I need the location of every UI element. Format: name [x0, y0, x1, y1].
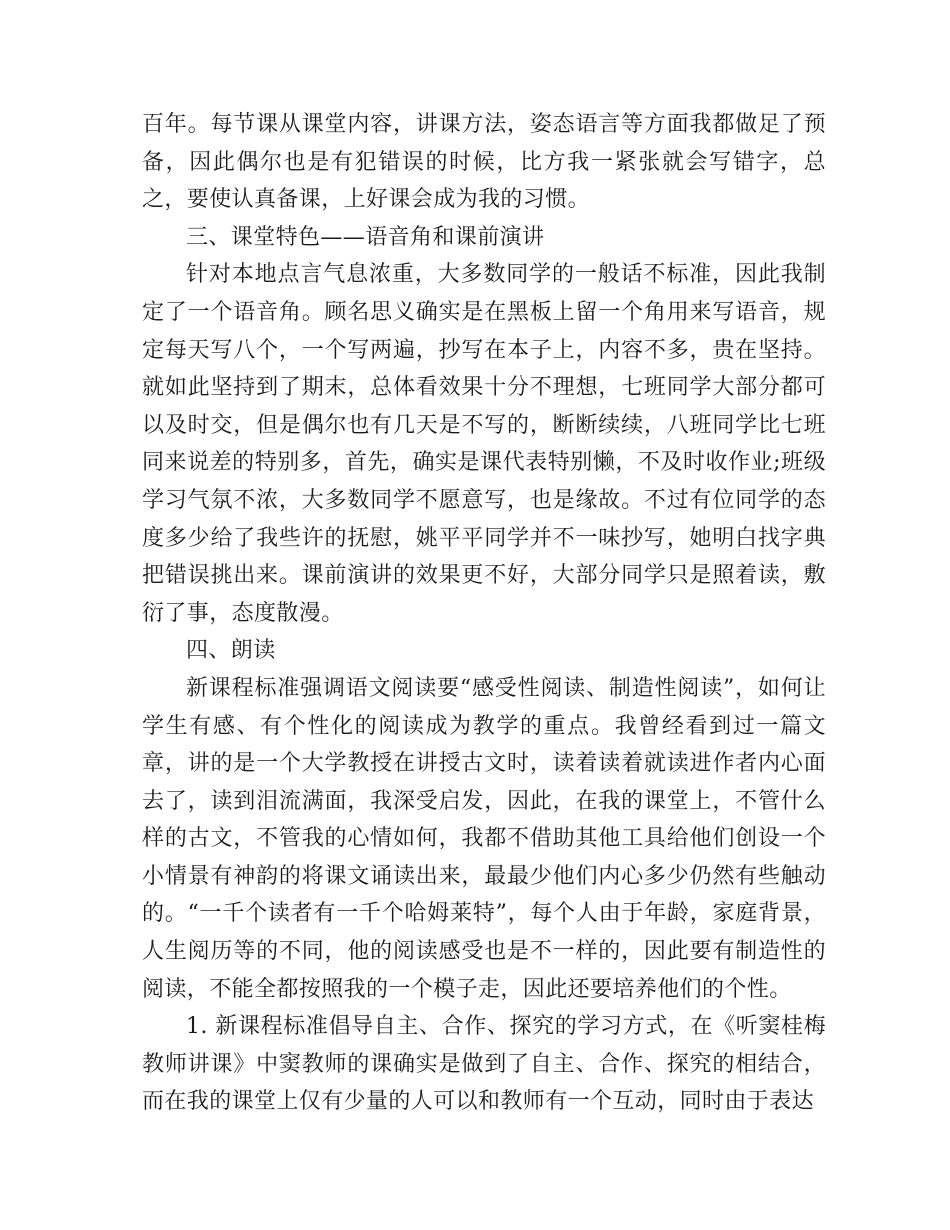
- section-heading-3: 三、课堂特色——语音角和课前演讲: [186, 224, 545, 250]
- paragraph-pronunciation-corner: 针对本地点言气息浓重，大多数同学的一般话不标准，因此我制定了一个语音角。顾名思义确实是在黑板上留一个角用来写语音，规定每天写八个，一个写两遍，抄写在本子上，内容不多，贵在坚持。就如此坚持到了期末，总体看效果十分不理想，七班同学大部分都可以及时交，但是偶尔也有几天是不写的，断断续续，八班同学比七班同来说差的特别多，首先，确实是课代表特别懒，不及时收作业;班级学习气氛不浓，大多数同学不愿意写，也是缘故。不过有位同学的态度多少给了我些许的抚慰，姚平平同学并不一味抄写，她明白找字典把错误挑出来。课前演讲的效果更不好，大部分同学只是照着读，敷衍了事，态度散漫。: [142, 262, 826, 626]
- document-body: [142, 106, 826, 1121]
- paragraph-reading-aloud: 新课程标准强调语文阅读要“感受性阅读、制造性阅读”，如何让学生有感、有个性化的阅读成为教学的重点。我曾经看到过一篇文章，讲的是一个大学教授在讲授古文时，读着读着就读进作者内心面去了，读到泪流满面，我深受启发，因此，在我的课堂上，不管什么样的古文，不管我的心情如何，我都不借助其他工具给他们创设一个小情景有神韵的将课文诵读出来，最最少他们内心多少仍然有些触动的。“一千个读者有一千个哈姆莱特”，每个人由于年龄，家庭背景，人生阅历等的不同，他的阅读感受也是不一样的，因此要有制造性的阅读，不能全都按照我的一个模子走，因此还要培养他们的个性。: [142, 675, 826, 1002]
- paragraph-numbered-1: 1. 新课程标准倡导自主、合作、探究的学习方式，在《听窦桂梅教师讲课》中窦教师的课确实是做到了自主、合作、探究的相结合，而在我的课堂上仅有少量的人可以和教师有一个互动，同时由于表达: [142, 1014, 826, 1115]
- paragraph-continuation: 百年。每节课从课堂内容，讲课方法，姿态语言等方面我都做足了预备，因此偶尔也是有犯错误的时候，比方我一紧张就会写错字，总之，要使认真备课，上好课会成为我的习惯。: [142, 112, 826, 213]
- section-heading-4: 四、朗读: [186, 638, 276, 664]
